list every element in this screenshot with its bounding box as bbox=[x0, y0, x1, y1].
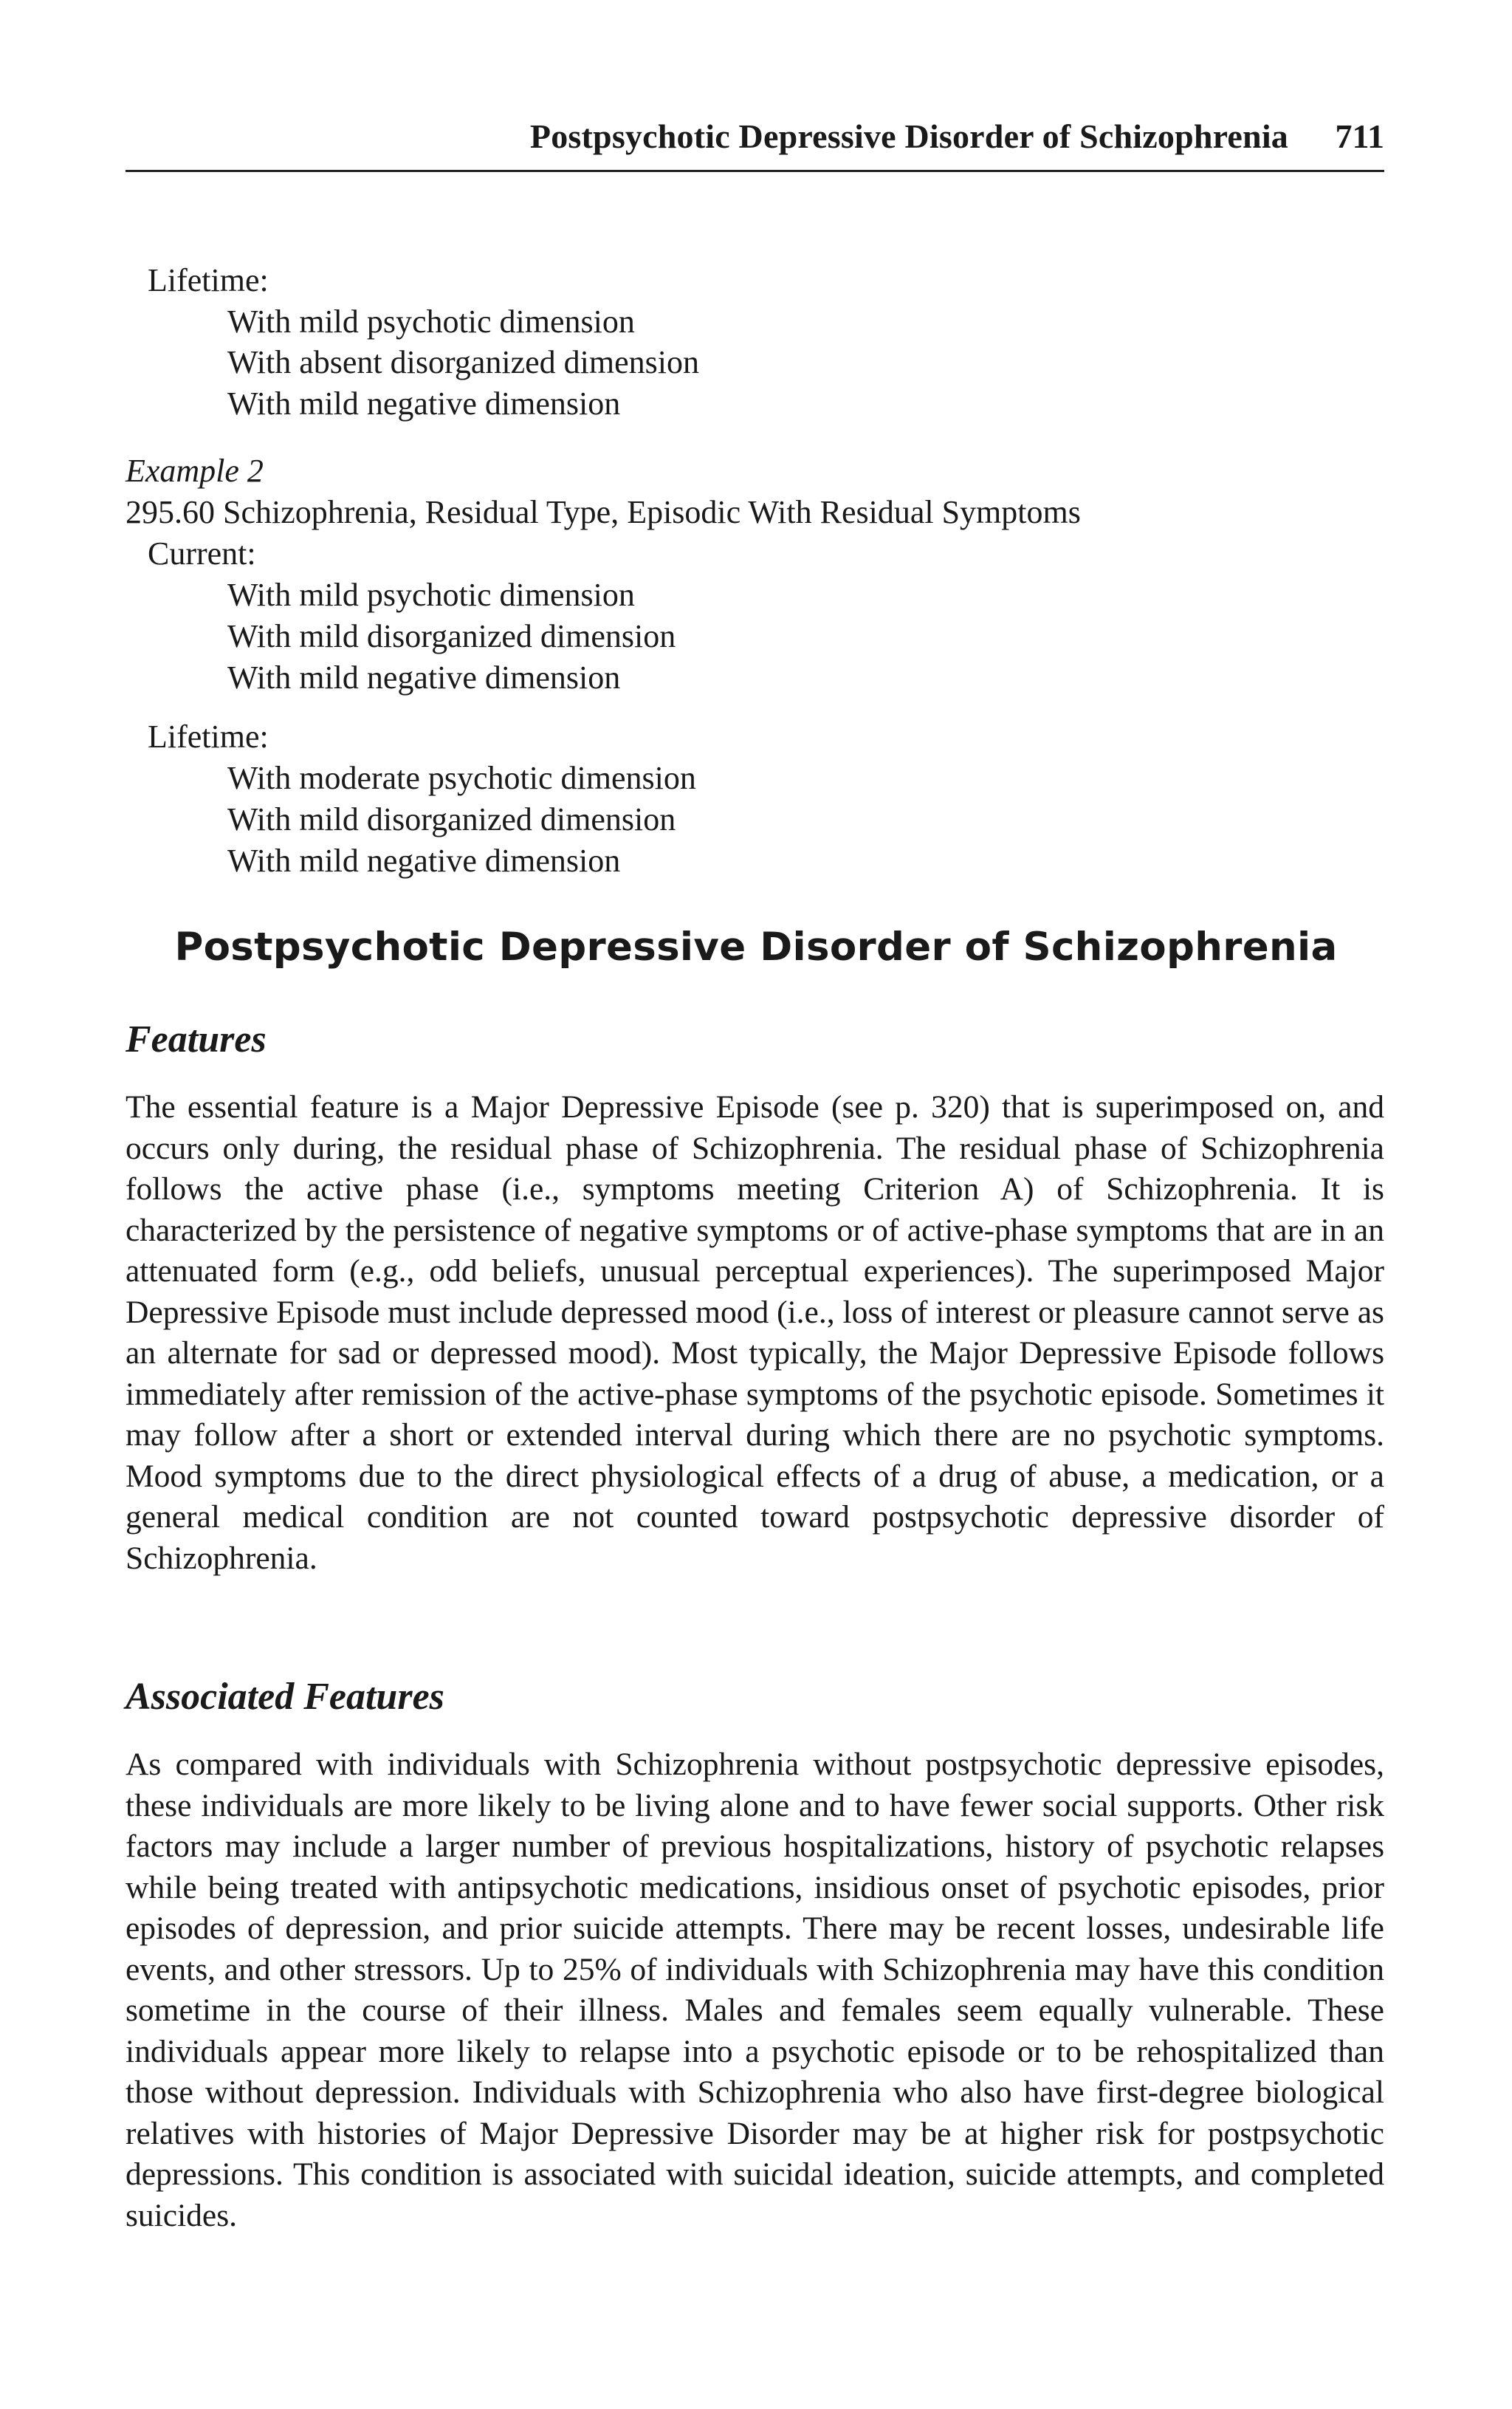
lifetime-item: With moderate psychotic dimension bbox=[227, 760, 696, 796]
lifetime-item: With mild psychotic dimension bbox=[227, 304, 635, 340]
features-paragraph: The essential feature is a Major Depressive Episode (see p. 320) that is superimposed on, and occurs only during, the residual phase of Schizophrenia. The residual phase of Schizophrenia follows the active phase (i.e., symptoms meeting Criterion A) of Schizophrenia. It is characterized by the persistence of negative symptoms or of active-phase symptoms that are in an attenuated form (e.g., odd beliefs, unusual perceptual experiences). The superimposed Major Depressive Episode must include depressed mood (i.e., loss of interest or pleasure cannot serve as an alternate for sad or depressed mood). Most typically, the Major Depressive Episode follows immediately after remission of the active-phase symptoms of the psychotic episode. Sometimes it may follow after a short or extended interval during which there are no psychotic symptoms. Mood symptoms due to the direct physiological effects of a drug of abuse, a medication, or a general medical condition are not counted toward postpsychotic depressive disorder of Schizophrenia. bbox=[126, 1089, 1384, 1576]
section-title: Postpsychotic Depressive Disorder of Schizophrenia bbox=[174, 925, 1338, 970]
running-header-title: Postpsychotic Depressive Disorder of Schizophrenia bbox=[529, 117, 1288, 155]
lifetime-label: Lifetime: bbox=[148, 262, 269, 298]
page-number: 711 bbox=[1335, 117, 1384, 155]
associated-features-heading: Associated Features bbox=[126, 1676, 444, 1718]
features-heading: Features bbox=[126, 1018, 267, 1060]
lifetime-item: With mild negative dimension bbox=[227, 385, 621, 422]
lifetime-item: With mild disorganized dimension bbox=[227, 801, 676, 837]
current-label: Current: bbox=[148, 535, 256, 572]
current-item: With mild disorganized dimension bbox=[227, 618, 676, 654]
lifetime-item: With absent disorganized dimension bbox=[227, 344, 699, 380]
lifetime-label: Lifetime: bbox=[148, 719, 269, 755]
current-item: With mild psychotic dimension bbox=[227, 577, 635, 613]
lifetime-item: With mild negative dimension bbox=[227, 843, 621, 879]
diagnosis-code-line: 295.60 Schizophrenia, Residual Type, Episodic With Residual Symptoms bbox=[126, 494, 1081, 530]
associated-features-paragraph: As compared with individuals with Schizophrenia without postpsychotic depressive episodes, these individuals are more likely to be living alone and to have fewer social supports. Other risk factors may include a larger number of previous hospitalizations, history of psychotic relapses while being treated with antipsychotic medications, insidious onset of psychotic episodes, prior episodes of depression, and prior suicide attempts. There may be recent losses, undesirable life events, and other stressors. Up to 25% of individuals with Schizophrenia may have this condition sometime in the course of their illness. Males and females seem equally vulnerable. These individuals appear more likely to relapse into a psychotic episode or to be rehospitalized than those without depression. Individuals with Schizophrenia who also have first-degree biological relatives with histories of Major Depressive Disorder may be at higher risk for postpsychotic depressions. This condition is associated with suicidal ideation, suicide attempts, and completed suicides. bbox=[126, 1747, 1384, 2233]
running-header bbox=[126, 111, 1384, 172]
current-item: With mild negative dimension bbox=[227, 659, 621, 696]
example-label: Example 2 bbox=[126, 453, 264, 489]
